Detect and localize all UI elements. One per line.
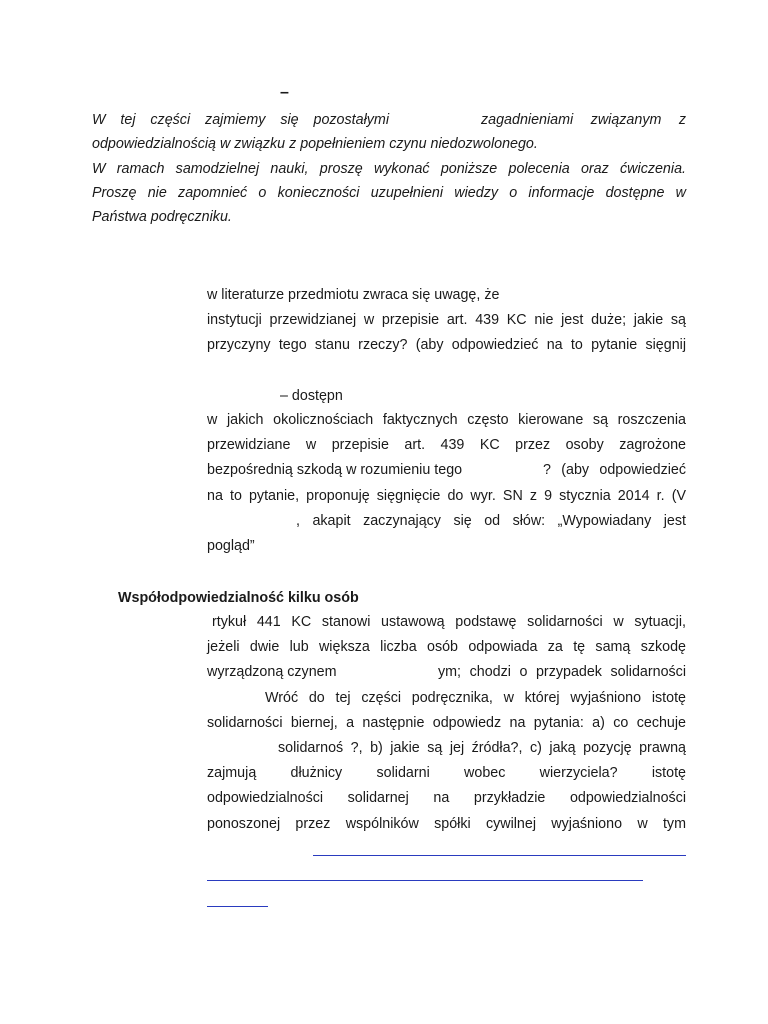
intro-paragraph bbox=[92, 108, 686, 229]
text-line bbox=[207, 660, 686, 685]
intro-line: Państwa podręczniku. bbox=[92, 209, 232, 226]
text-line bbox=[207, 736, 686, 761]
section-1-text bbox=[207, 283, 686, 409]
text-line bbox=[207, 458, 686, 483]
section-heading: Współodpowiedzialność kilku osób bbox=[118, 590, 359, 606]
text-segment: ? (aby odpowiedzieć bbox=[543, 462, 686, 479]
text-segment: wyrządzoną czynem bbox=[207, 664, 337, 681]
section-3-text bbox=[207, 610, 686, 837]
hyperlink-underline[interactable] bbox=[313, 855, 686, 856]
text-segment: Wróć do tej części podręcznika, w której wyjaśniono istotę bbox=[265, 689, 686, 706]
intro-line: W ramach samodzielnej nauki, proszę wykonać poniższe polecenia oraz ćwiczenia. bbox=[92, 160, 686, 177]
text-line bbox=[207, 509, 686, 534]
intro-line: Proszę nie zapomnieć o konieczności uzupełnieni wiedzy o informacje dostępne w bbox=[92, 184, 686, 201]
text-line: w literaturze przedmiotu zwraca się uwagę, że bbox=[207, 287, 500, 303]
text-line bbox=[207, 686, 686, 711]
text-line: solidarności biernej, a następnie odpowiedz na pytania: a) co cechuje bbox=[207, 714, 686, 731]
blank-line bbox=[207, 359, 686, 384]
text-line: przewidziane w przepisie art. 439 KC przez osoby zagrożone bbox=[207, 437, 686, 454]
text-line: ponoszonej przez wspólników spółki cywilnej wyjaśniono w tym bbox=[207, 815, 686, 832]
text-line: w jakich okolicznościach faktycznych często kierowane są roszczenia bbox=[207, 412, 686, 428]
intro-text: zagadnieniami związanym z bbox=[481, 112, 686, 128]
text-segment: rtykuł 441 KC stanowi ustawową podstawę solidarności w sytuacji, bbox=[212, 614, 686, 630]
text-line: przyczyny tego stanu rzeczy? (aby odpowiedzieć na to pytanie sięgnij bbox=[207, 337, 686, 354]
text-segment: ym; chodzi o przypadek solidarności bbox=[438, 664, 686, 681]
intro-line: odpowiedzialnością w związku z popełnieniem czynu niedozwolonego. bbox=[92, 136, 538, 153]
text-segment: bezpośrednią szkodą w rozumieniu tego bbox=[207, 462, 463, 479]
text-line: – dostępn bbox=[280, 387, 343, 404]
text-line: zajmują dłużnicy solidarni wobec wierzyciela? istotę bbox=[207, 765, 686, 782]
title-dash: – bbox=[280, 84, 289, 101]
text-line: jeżeli dwie lub większa liczba osób odpowiada za tę samą szkodę bbox=[207, 639, 686, 656]
hyperlink-underline[interactable] bbox=[207, 906, 268, 907]
section-2-text bbox=[207, 408, 686, 559]
text-line: instytucji przewidzianej w przepisie art. 439 KC nie jest duże; jakie są bbox=[207, 312, 686, 329]
text-line bbox=[207, 610, 686, 635]
text-line: pogląd” bbox=[207, 537, 255, 554]
text-line: odpowiedzialności solidarnej na przykładzie odpowiedzialności bbox=[207, 790, 686, 807]
text-segment: , akapit zaczynający się od słów: „Wypowiadany jest bbox=[296, 512, 686, 529]
hyperlink-underline[interactable] bbox=[207, 880, 643, 881]
intro-line bbox=[92, 108, 686, 132]
intro-text: W tej części zajmiemy się pozostałymi bbox=[92, 112, 389, 128]
text-segment: solidarnoś ?, b) jakie są jej źródła?, c) jaką pozycję prawną bbox=[278, 739, 686, 756]
text-line: na to pytanie, proponuję sięgnięcie do wyr. SN z 9 stycznia 2014 r. (V bbox=[207, 487, 686, 504]
